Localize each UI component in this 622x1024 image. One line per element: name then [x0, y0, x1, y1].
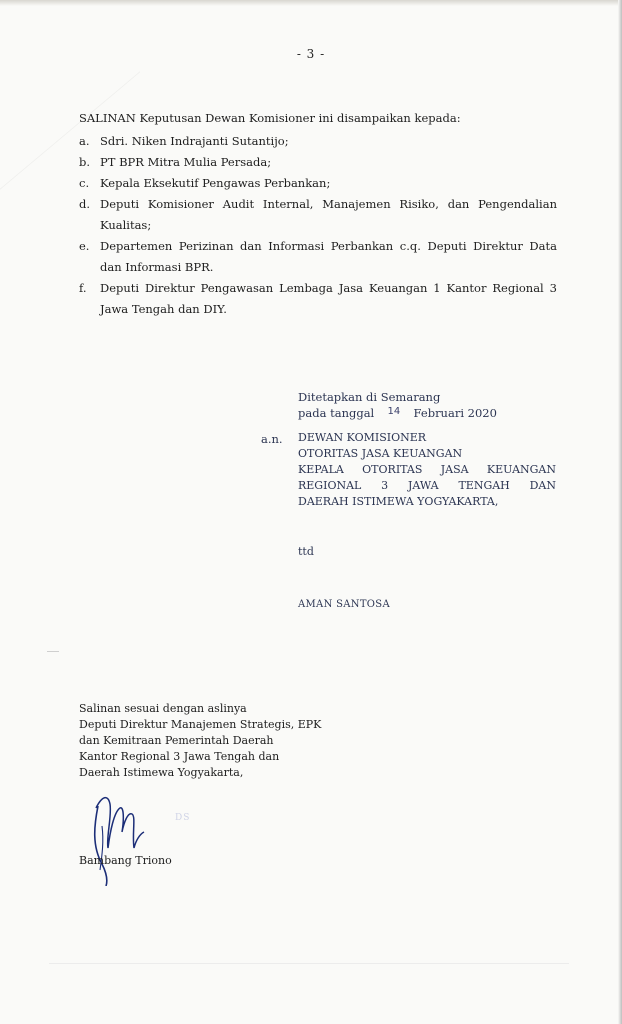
decree-place: Ditetapkan di Semarang: [298, 390, 441, 404]
recipient-text-line1: Deputi Direktur Pengawasan Lembaga Jasa Keuangan 1 Kantor Regional 3: [100, 281, 557, 295]
authority-line: DEWAN KOMISIONER: [298, 431, 427, 444]
page-right-edge: [618, 0, 622, 1024]
recipient-item: [79, 278, 557, 320]
faded-stamp-mark: DS: [175, 813, 191, 823]
authority-line: DAERAH ISTIMEWA YOGYAKARTA,: [298, 495, 499, 508]
list-marker: e.: [79, 239, 90, 253]
scan-mark: [49, 963, 569, 964]
page-number: - 3 -: [296, 47, 326, 61]
authority-line: OTORITAS JASA KEUANGAN: [298, 447, 463, 460]
recipient-item: [79, 194, 557, 236]
on-behalf-label: a.n.: [261, 432, 283, 446]
verifier-name: Bambang Triono: [79, 854, 172, 867]
recipient-item: [79, 152, 557, 173]
authority-line: KEPALA OTORITAS JASA KEUANGAN: [298, 463, 556, 476]
certified-copy-line: Kantor Regional 3 Jawa Tengah dan: [79, 750, 280, 763]
scan-mark: [47, 651, 59, 652]
recipient-text: Kepala Eksekutif Pengawas Perbankan;: [100, 176, 331, 190]
date-month-year: Februari 2020: [413, 406, 497, 420]
recipient-item: [79, 131, 557, 152]
list-marker: a.: [79, 134, 90, 148]
date-day-handwritten: 14: [387, 406, 401, 417]
list-marker: f.: [79, 281, 87, 295]
certified-copy-line: dan Kemitraan Pemerintah Daerah: [79, 734, 274, 747]
recipient-list: [79, 131, 557, 320]
signer-name: AMAN SANTOSA: [298, 599, 390, 610]
recipient-text-line2: Kualitas;: [100, 218, 152, 232]
issuing-authority: [298, 430, 556, 510]
list-marker: b.: [79, 155, 91, 169]
list-marker: c.: [79, 176, 90, 190]
recipient-item: [79, 236, 557, 278]
distribution-intro: SALINAN Keputusan Dewan Komisioner ini disampaikan kepada:: [79, 111, 461, 125]
handwritten-signature: [88, 786, 158, 886]
signed-label: ttd: [298, 545, 314, 558]
authority-line: REGIONAL 3 JAWA TENGAH DAN: [298, 479, 556, 492]
certified-copy-line: Deputi Direktur Manajemen Strategis, EPK: [79, 718, 322, 731]
list-marker: d.: [79, 197, 91, 211]
recipient-text-line2: Jawa Tengah dan DIY.: [100, 302, 227, 316]
recipient-text-line1: Departemen Perizinan dan Informasi Perbankan c.q. Deputi Direktur Data: [100, 239, 557, 253]
certified-copy-line: Salinan sesuai dengan aslinya: [79, 702, 247, 715]
certified-copy-block: [79, 701, 321, 781]
recipient-item: [79, 173, 557, 194]
recipient-text-line2: dan Informasi BPR.: [100, 260, 214, 274]
recipient-text-line1: Deputi Komisioner Audit Internal, Manajemen Risiko, dan Pengendalian: [100, 197, 557, 211]
decree-date: [298, 405, 558, 423]
date-prefix: pada tanggal: [298, 406, 375, 420]
recipient-text: Sdri. Niken Indrajanti Sutantijo;: [100, 134, 289, 148]
certified-copy-line: Daerah Istimewa Yogyakarta,: [79, 766, 244, 779]
recipient-text: PT BPR Mitra Mulia Persada;: [100, 155, 272, 169]
